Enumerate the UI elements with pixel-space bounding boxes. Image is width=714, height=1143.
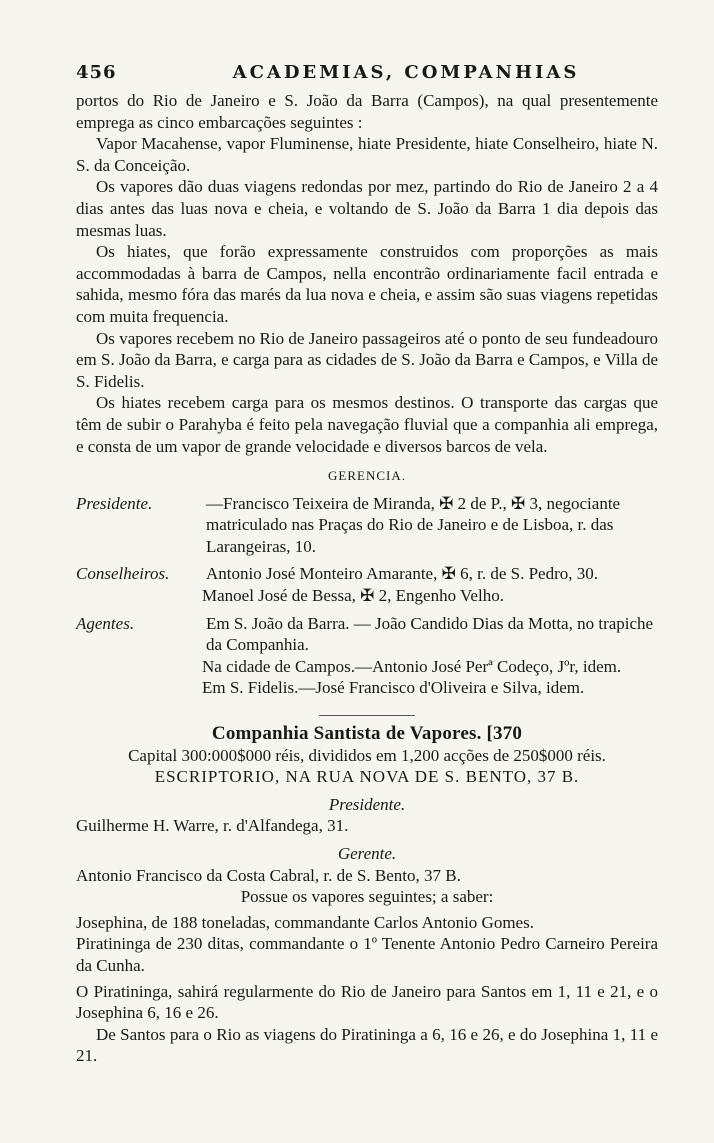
role-label: Conselheiros. [76, 564, 170, 584]
gerente-name: Antonio Francisco da Costa Cabral, r. de S. Bento, 37 B. [76, 865, 461, 885]
agentes-entry [76, 613, 658, 656]
presidente-entry [76, 493, 658, 558]
company-title: Companhia Santista de Vapores. [370 [211, 723, 523, 745]
ship-entry: Piratininga de 230 ditas, commandante o 1º Tenente Antonio Pedro Carneiro Pereira da Cunha. [76, 934, 658, 975]
role-label: Presidente. [76, 493, 153, 513]
page-content [76, 90, 658, 1067]
paragraph: Os vapores dão duas viagens redondas por mez, partindo do Rio de Janeiro 2 a 4 dias antes das luas nova e cheia, e voltando de S. João da Barra 1 dia depois das mesmas luas. [76, 177, 658, 240]
paragraph: Os hiates, que forão expressamente construidos com proporções as mais accommodadas à barra de Campos, nella encontrão ordinariamente facil entrada e sahida, mesmo fóra das marés da lua nova e cheia, e assim são suas viagens repetidas com muita frequencia. [76, 242, 658, 326]
ship-entry: Josephina, de 188 toneladas, commandante Carlos Antonio Gomes. [76, 912, 534, 932]
role-subline: Na cidade de Campos.—Antonio José Perª Codeço, Jºr, idem. [202, 656, 622, 676]
office-line: ESCRIPTORIO, NA RUA NOVA DE S. BENTO, 37 B. [154, 767, 580, 787]
divider [319, 715, 415, 717]
paragraph: Os hiates recebem carga para os mesmos destinos. O transporte das cargas que têm de subir o Parahyba é feito pela navegação fluvial que a companhia ali emprega, e consta de um vapor de grande velocidade e diversos barcos de vela. [76, 393, 658, 456]
role-subline: Em S. Fidelis.—José Francisco d'Oliveira e Silva, idem. [202, 678, 585, 698]
role-text: Em S. João da Barra. — João Candido Dias da Motta, no trapiche da Companhia. [206, 613, 654, 655]
role-subline: Manoel José de Bessa, ✠ 2, Engenho Velho. [202, 586, 504, 606]
presidente-heading: Presidente. [328, 794, 406, 814]
role-text: —Francisco Teixeira de Miranda, ✠ 2 de P., ✠ 3, negociante matriculado nas Praças do Rio de Janeiro e de Lisboa, r. das Larangeiras, 10. [206, 493, 621, 556]
schedule-line: De Santos para o Rio as viagens do Piratininga a 6, 16 e 26, e do Josephina 1, 11 e 21. [76, 1024, 658, 1066]
page-header [76, 62, 656, 86]
intro-line: portos do Rio de Janeiro e S. João da Barra (Campos), na qual presentemente emprega as cinco embarcações seguintes : [76, 91, 658, 132]
page-number: 456 [76, 62, 117, 83]
capital-line: Capital 300:000$000 réis, divididos em 1,200 acções de 250$000 réis. [128, 745, 606, 765]
running-head: ACADEMIAS, COMPANHIAS [232, 62, 580, 83]
schedule-line: O Piratininga, sahirá regularmente do Rio de Janeiro para Santos em 1, 11 e 21, e o Josephina 6, 16 e 26. [76, 981, 658, 1023]
gerencia-heading: GERENCIA. [328, 468, 406, 484]
vessels-intro: Possue os vapores seguintes; a saber: [240, 887, 494, 907]
role-label: Agentes. [76, 613, 135, 633]
conselheiros-entry [76, 563, 658, 585]
presidente-name: Guilherme H. Warre, r. d'Alfandega, 31. [76, 816, 349, 836]
gerente-heading: Gerente. [337, 844, 397, 863]
vessel-list: Vapor Macahense, vapor Fluminense, hiate Presidente, hiate Conselheiro, hiate N. S. da Conceição. [76, 134, 658, 175]
role-text: Antonio José Monteiro Amarante, ✠ 6, r. de S. Pedro, 30. [206, 564, 598, 584]
paragraph: Os vapores recebem no Rio de Janeiro passageiros até o ponto de seu fundeadouro em S. João da Barra, e carga para as cidades de S. João da Barra e Campos, e Villa de S. Fidelis. [76, 328, 658, 391]
